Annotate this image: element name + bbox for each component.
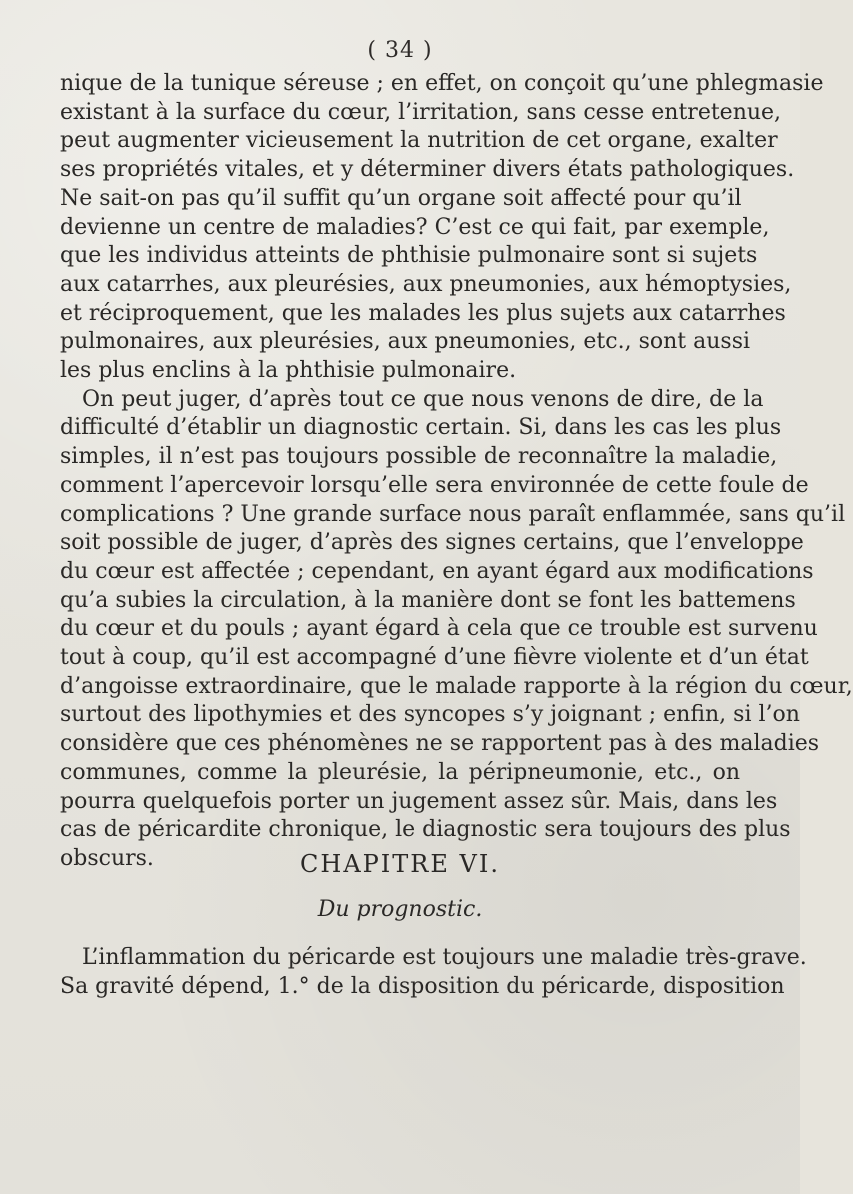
chapter-body-text [60,944,807,1001]
text-line: communes, comme la pleurésie, la péripneumonie, etc., on [60,759,740,785]
text-line: d’angoisse extraordinaire, que le malade rapporte à la région du cœur, [60,673,853,699]
text-line: du cœur est affectée ; cependant, en ayant égard aux modifications [60,558,814,584]
text-line: du cœur et du pouls ; ayant égard à cela que ce trouble est survenu [60,616,818,642]
text-line: les plus enclins à la phthisie pulmonaire. [60,358,517,384]
text-line: qu’a subies la circulation, à la manière dont se font les battemens [60,587,796,613]
text-line: et réciproquement, que les malades les plus sujets aux catarrhes [60,300,786,326]
text-line: difficulté d’établir un diagnostic certain. Si, dans les cas les plus [60,415,782,441]
text-line: complications ? Une grande surface nous paraît enflammée, sans qu’il [60,501,846,527]
text-line: tout à coup, qu’il est accompagné d’une fièvre violente et d’un état [60,645,809,671]
text-line: aux catarrhes, aux pleurésies, aux pneumonies, aux hémoptysies, [60,271,792,297]
text-line: soit possible de juger, d’après des signes certains, que l’enveloppe [60,530,804,556]
text-line: Sa gravité dépend, 1.° de la disposition du péricarde, disposition [60,973,785,999]
chapter-heading: CHAPITRE VI. [300,850,500,878]
text-line: Ne sait-on pas qu’il suffit qu’un organe soit affecté pour qu’il [60,185,742,211]
chapter-subtitle: Du prognostic. [317,897,483,922]
page-number: ( 34 ) [367,38,433,63]
text-line: que les individus atteints de phthisie pulmonaire sont si sujets [60,243,758,269]
text-line: On peut juger, d’après tout ce que nous venons de dire, de la [82,386,764,412]
text-line: nique de la tunique séreuse ; en effet, on conçoit qu’une phlegmasie [60,71,824,96]
text-line: cas de péricardite chronique, le diagnostic sera toujours des plus [60,817,791,843]
text-line: pourra quelquefois porter un jugement assez sûr. Mais, dans les [60,788,778,814]
text-line: L’inflammation du péricarde est toujours une maladie très-grave. [82,945,807,970]
text-line: devienne un centre de maladies? C’est ce qui fait, par exemple, [60,214,770,240]
text-line: ses propriétés vitales, et y déterminer divers états pathologiques. [60,157,795,183]
text-line: comment l’apercevoir lorsqu’elle sera environnée de cette foule de [60,472,809,498]
text-line: pulmonaires, aux pleurésies, aux pneumonies, etc., sont aussi [60,329,751,355]
text-line: peut augmenter vicieusement la nutrition de cet organe, exalter [60,128,778,154]
body-text [60,70,853,874]
text-line: simples, il n’est pas toujours possible de reconnaître la maladie, [60,444,778,470]
text-line: existant à la surface du cœur, l’irritation, sans cesse entretenue, [60,99,782,125]
text-line: obscurs. [60,845,154,871]
text-line: considère que ces phénomènes ne se rapportent pas à des maladies [60,731,820,757]
text-line: surtout des lipothymies et des syncopes s’y joignant ; enfin, si l’on [60,702,800,728]
